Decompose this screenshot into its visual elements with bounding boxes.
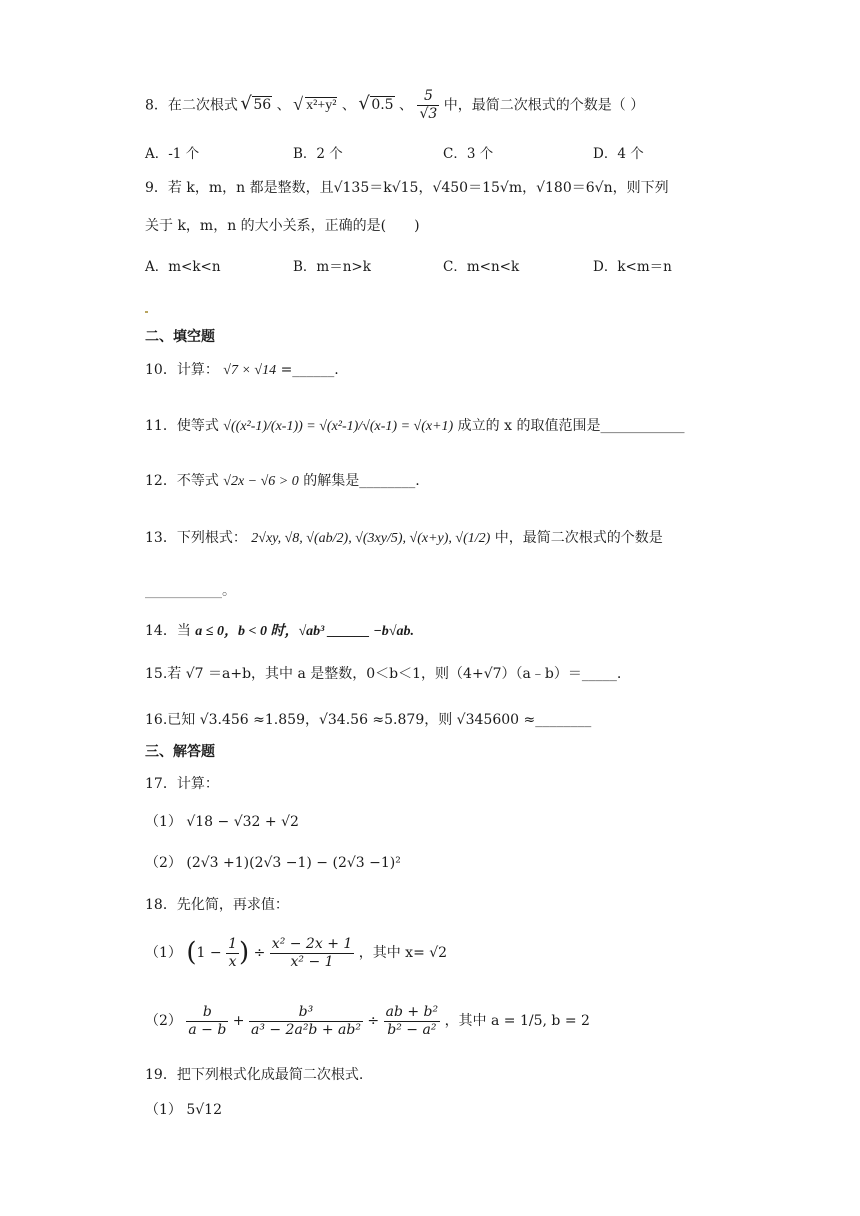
q8-radical-3: √ 0.5 (360, 97, 394, 114)
q18-p1-one: 1 − (196, 944, 222, 961)
q13-tail: 中，最简二次根式的个数是 (494, 530, 663, 546)
q8-radical-2: √ x²+y² (295, 98, 337, 115)
section-heading-answers: 三、解答题 (145, 744, 215, 760)
q13-blank-line: ___________。 (145, 583, 236, 599)
q17-part-1: （1） √18 − √32 + √2 (145, 814, 299, 830)
q14-line (145, 623, 414, 641)
q18-p2-div: ÷ (367, 1012, 380, 1029)
q13-label: 13．下列根式： (145, 530, 247, 546)
q12-label: 12．不等式 (145, 473, 219, 489)
q11-label: 11．使等式 (145, 418, 219, 434)
q12-line (145, 473, 420, 491)
q18-p2-label: （2） (145, 1012, 182, 1029)
q18-p1-paren-close: ) (239, 937, 250, 968)
q18-p2-tail: ，其中 a = 1/5, b = 2 (444, 1012, 590, 1029)
q13-expression: 2√xy, √8, √(ab/2), √(3xy/5), √(x+y), √(1/2) (251, 531, 491, 546)
q8-option-c: C．3 个 (443, 146, 494, 162)
q8-option-b: B．2 个 (293, 146, 343, 162)
q9-option-a: A．m<k<n (145, 259, 221, 275)
q9-option-d: D．k<m＝n (593, 259, 672, 275)
q8-option-a: A．-1 个 (145, 146, 200, 162)
q14-label: 14．当 (145, 623, 191, 639)
q9-line-1: 9．若 k，m，n 都是整数，且√135＝k√15，√450＝15√m，√180＝6√n，则下列 (145, 180, 669, 196)
q14-expression: a ≤ 0，b < 0 时，√ab³ ______ −b√ab. (195, 624, 414, 639)
q9-line-2: 关于 k，m，n 的大小关系，正确的是( ) (145, 218, 420, 234)
q18-title: 18．先化简，再求值： (145, 897, 289, 913)
q11-expression: √((x²-1)/(x-1)) = √(x²-1)/√(x-1) = √(x+1) (223, 419, 454, 434)
q8-frac-den: √3 (419, 105, 438, 122)
q18-p1-paren-open: ( (186, 937, 197, 968)
q11-line (145, 418, 684, 436)
section-heading-fill-in: 二、填空题 (145, 329, 215, 345)
q10-label: 10．计算： (145, 362, 219, 378)
q19-title: 19．把下列根式化成最简二次根式. (145, 1067, 364, 1083)
q18-p2-plus: + (232, 1012, 245, 1029)
stray-mark (145, 311, 148, 313)
q18-part-2 (145, 1004, 590, 1039)
q17-title: 17．计算： (145, 776, 219, 792)
q13-line (145, 530, 663, 548)
q8-frac-num: 5 (417, 88, 439, 106)
q8-sep-3: 、 (399, 97, 414, 114)
q8-suffix: 中，最简二次根式的个数是（ ） (443, 97, 645, 114)
q10-expression: √7 × √14 (223, 363, 277, 378)
q18-p1-tail: ，其中 x= √2 (358, 944, 448, 961)
q18-p2-frac-a: $\frac{b}{a - b}$ (188, 1004, 227, 1038)
q18-p1-div: ÷ (253, 944, 266, 961)
q18-p1-frac-a: $\frac{1}{x}$ (228, 936, 237, 970)
q9-option-b: B．m＝n>k (293, 259, 371, 275)
q16-line: 16.已知 √3.456 ≈1.859，√34.56 ≈5.879，则 √345600 ≈________ (145, 712, 592, 728)
q12-expression: √2x − √6 > 0 (223, 474, 299, 489)
q8-radical-1: √ 56 (242, 97, 272, 114)
q8-line (145, 88, 644, 123)
q18-p1-label: （1） (145, 944, 182, 961)
q18-part-1 (145, 936, 447, 971)
q11-tail: 成立的 x 的取值范围是____________ (457, 418, 685, 434)
q18-p2-frac-b: $\frac{\text{b³}}{\text{a³ − 2a²b + ab²}}$ (250, 1004, 361, 1038)
q15-line: 15.若 √7 ＝a+b，其中 a 是整数，0＜b＜1，则（4+√7）（a﹣b）＝_____. (145, 666, 622, 682)
q12-tail: 的解集是________. (303, 473, 420, 489)
q18-p1-frac-b: $\frac{\text{x² − 2x + 1}}{\text{x² − 1}}$ (271, 936, 353, 970)
q8-sep-2: 、 (341, 97, 356, 114)
q18-p2-frac-c: $\frac{\text{ab + b²}}{\text{b² − a²}}$ (385, 1004, 439, 1038)
q10-line (145, 362, 339, 380)
q8-sep-1: 、 (276, 97, 291, 114)
q9-option-c: C．m<n<k (443, 259, 520, 275)
q17-part-2: （2） (2√3 +1)(2√3 −1) − (2√3 −1)² (145, 855, 401, 871)
q8-option-d: D．4 个 (593, 146, 644, 162)
q8-fraction (417, 88, 439, 123)
q19-part-1: （1） 5√12 (145, 1102, 222, 1118)
q8-prefix: 8．在二次根式 (145, 97, 238, 114)
q10-blank: =______. (280, 362, 339, 378)
